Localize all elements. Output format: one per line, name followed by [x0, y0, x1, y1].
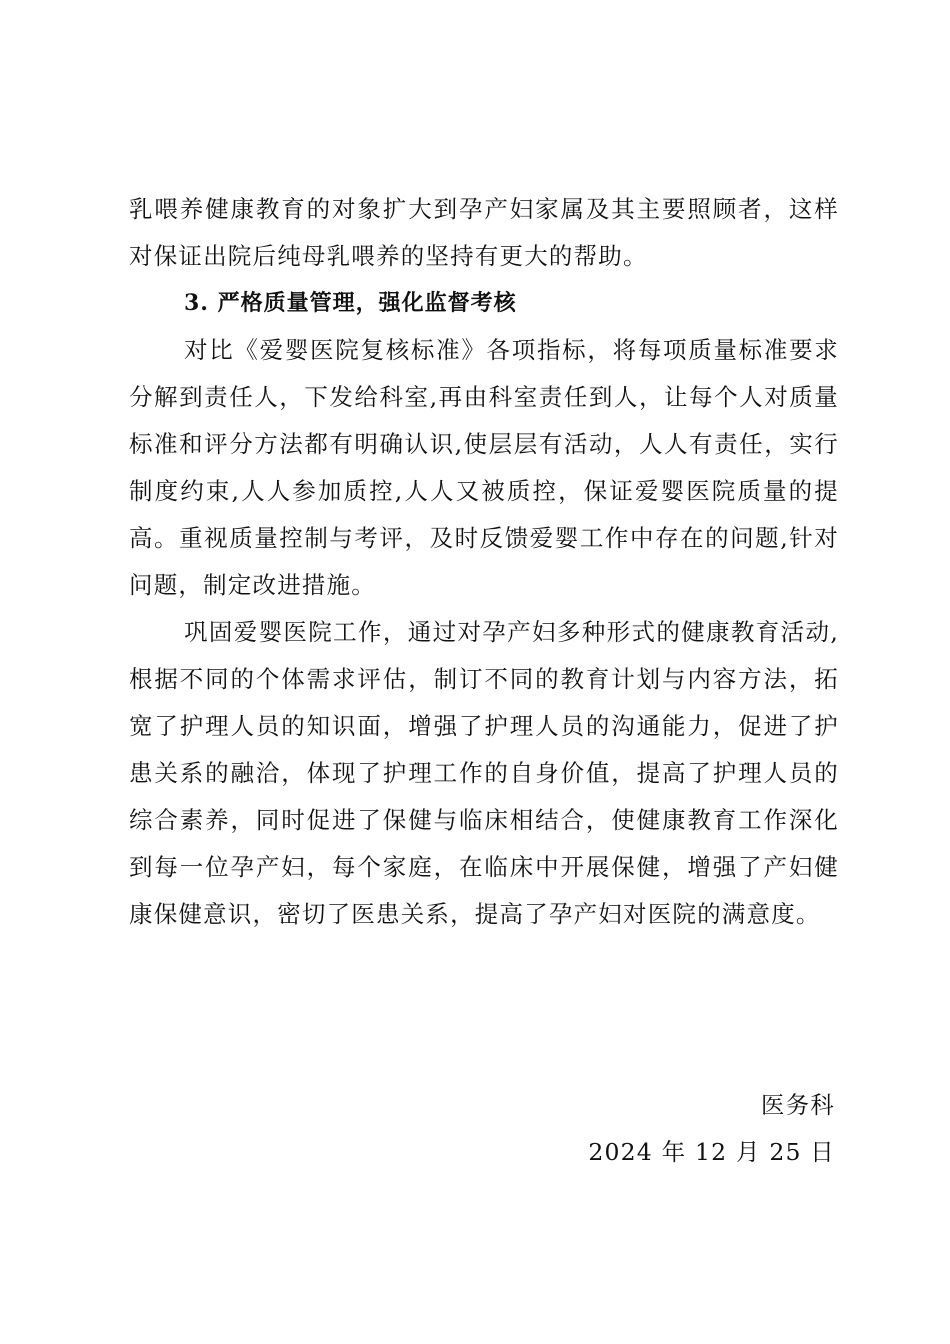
signature-block — [588, 1082, 835, 1176]
signature-department: 医务科 — [760, 1091, 835, 1119]
document-body — [129, 186, 839, 938]
signature-date: 2024 年 12 月 25 日 — [588, 1138, 835, 1166]
paragraph-continuation: 乳喂养健康教育的对象扩大到孕产妇家属及其主要照顾者，这样对保证出院后纯母乳喂养的坚持有更大的帮助。 — [129, 195, 839, 270]
section-heading: 3. 严格质量管理，强化监督考核 — [184, 290, 517, 316]
paragraph-quality-management: 对比《爱婴医院复核标准》各项指标，将每项质量标准要求分解到责任人，下发给科室,再由科室责任到人，让每个人对质量标准和评分方法都有明确认识,使层层有活动，人人有责任，实行制度约束,人人参加质控,人人又被质控，保证爱婴医院质量的提高。重视质量控制与考评，及时反馈爱婴工作中存在的问题,针对问题，制定改进措施。 — [129, 336, 839, 599]
paragraph-consolidation: 巩固爱婴医院工作，通过对孕产妇多种形式的健康教育活动,根据不同的个体需求评估，制订不同的教育计划与内容方法，拓宽了护理人员的知识面，增强了护理人员的沟通能力，促进了护患关系的融洽，体现了护理工作的自身价值，提高了护理人员的综合素养，同时促进了保健与临床相结合，使健康教育工作深化到每一位孕产妇，每个家庭，在临床中开展保健，增强了产妇健康保健意识，密切了医患关系，提高了孕产妇对医院的满意度。 — [129, 618, 839, 928]
